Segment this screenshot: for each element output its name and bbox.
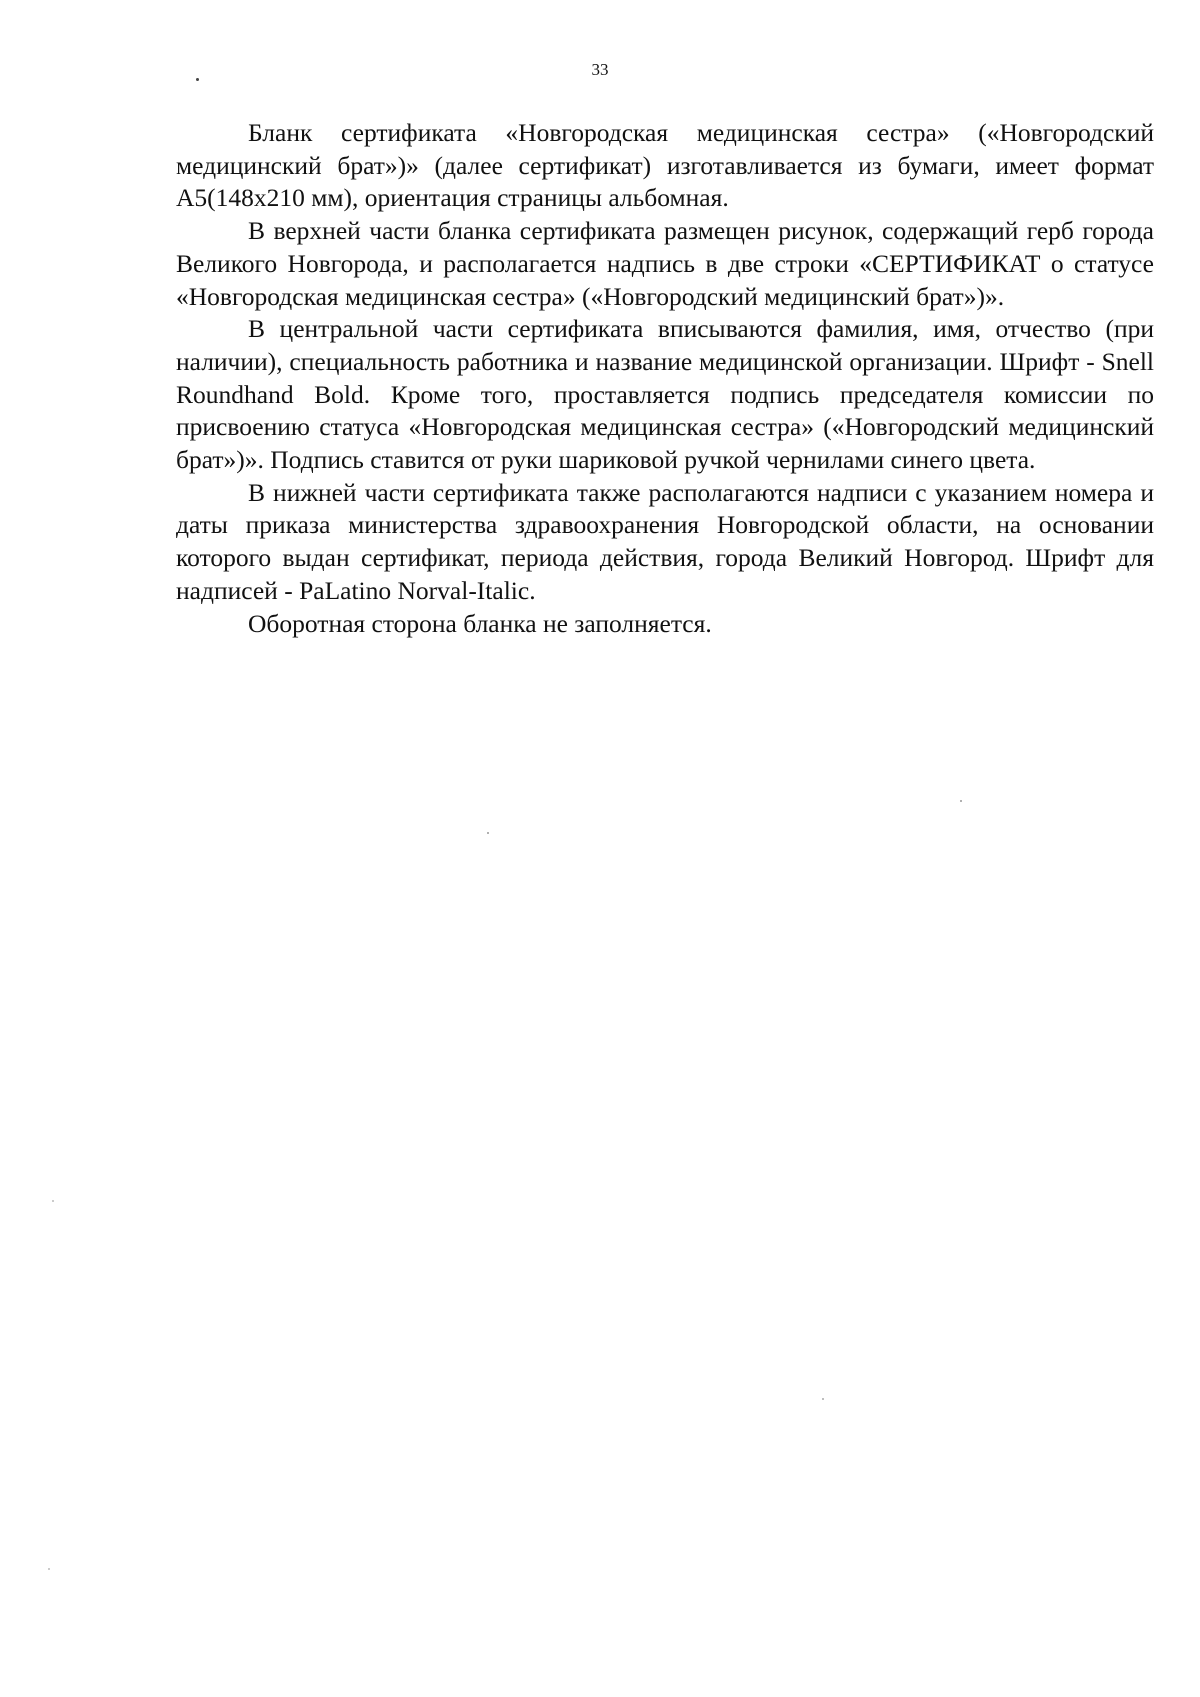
paragraph-reverse-side: Оборотная сторона бланка не заполняется. xyxy=(248,608,712,638)
document-body xyxy=(176,117,1154,640)
scan-speck xyxy=(48,1568,50,1570)
paragraph-bottom-part: В нижней части сертификата также располагаются надписи с указанием номера и даты приказа министерства здравоохранения Новгородской области, на основании которого выдан сертификат, периода действия, города Великий Новгород. Шрифт для надписей - PaLatino Norval-Italic. xyxy=(176,477,1154,605)
scan-speck xyxy=(196,78,199,81)
scan-speck xyxy=(960,800,962,802)
paragraph-top-part: В верхней части бланка сертификата размещен рисунок, содержащий герб города Великого Новгорода, и располагается надпись в две строки «СЕРТИФИКАТ о статусе «Новгородская медицинская сестра» («Новгородский медицинский брат»)». xyxy=(176,216,1154,311)
scan-speck xyxy=(52,1200,54,1202)
paragraph-certificate-form: Бланк сертификата «Новгородская медицинская сестра» («Новгородский медицинский брат»)» (далее сертификат) изготавливается из бумаги, имеет формат А5(148х210 мм), ориентация страницы альбомная. xyxy=(176,118,1154,213)
page-number: 33 xyxy=(591,60,609,79)
paragraph-central-part: В центральной части сертификата вписываются фамилия, имя, отчество (при наличии), специальность работника и название медицинской организации. Шрифт - Snell Roundhand Bold. Кроме того, проставляется подпись председателя комиссии по присвоению статуса «Новгородская медицинская сестра» («Новгородский медицинский брат»)». Подпись ставится от руки шариковой ручкой чернилами синего цвета. xyxy=(176,314,1154,475)
scan-speck xyxy=(822,1398,824,1400)
scan-speck xyxy=(487,832,489,834)
